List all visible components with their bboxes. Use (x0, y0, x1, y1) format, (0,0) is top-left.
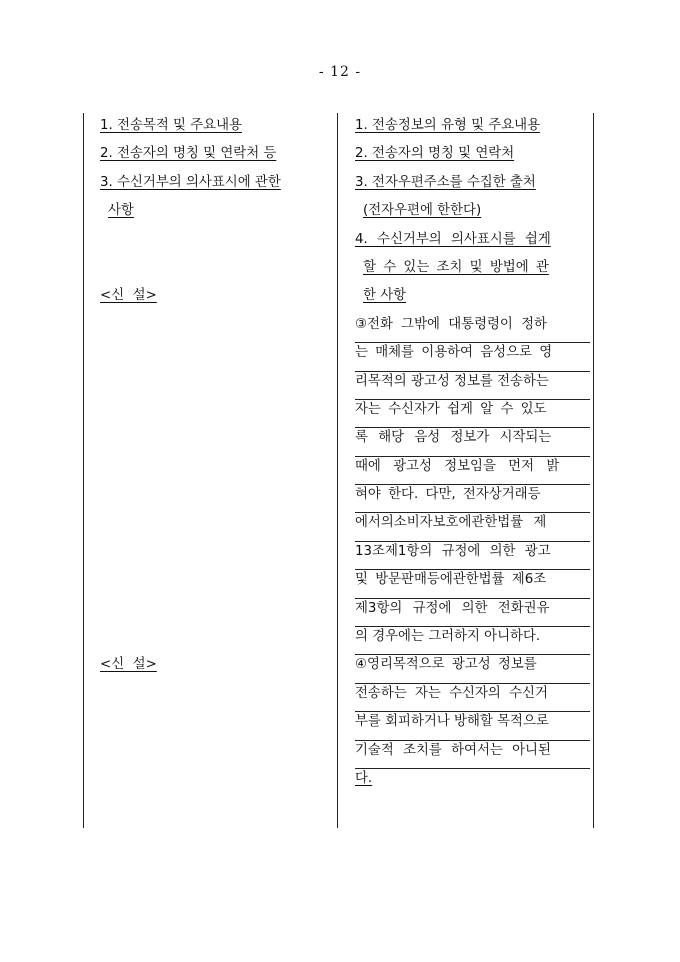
new-provision-label-1: <신 설> (100, 288, 157, 304)
para3-line-4: 자는 수신자가 쉽게 알 수 있도 (355, 400, 590, 428)
right-item-4-cont: 할 수 있는 조치 및 방법에 관 (363, 259, 549, 275)
right-column (355, 116, 590, 797)
page-number: - 12 - (318, 64, 362, 80)
para3-line-7: 혀야 한다. 다만, 전자상거래등 (355, 485, 590, 513)
new-provision-label-2: <신 설> (100, 657, 157, 673)
right-item-3: 3. 전자우편주소를 수집한 출처 (355, 174, 536, 190)
para3-line-11: 제3항의 규정에 의한 전화권유 (355, 599, 590, 627)
para3-line-6: 때에 광고성 정보임을 먼저 밝 (355, 457, 590, 485)
left-item-2: 2. 전송자의 명칭 및 연락처 등 (100, 146, 277, 162)
para4-line-1: ④영리목적으로 광고성 정보를 (355, 655, 590, 683)
para3-line-8: 에서의소비자보호에관한법률 제 (355, 513, 590, 541)
left-item-3: 3. 수신거부의 의사표시에 관한 (100, 174, 281, 190)
para3-line-2: 는 매체를 이용하여 음성으로 영 (355, 343, 590, 371)
para4-line-5: 다. (355, 770, 373, 786)
para3-line-3: 리목적의 광고성 정보를 전송하는 (355, 372, 590, 400)
right-item-2: 2. 전송자의 명칭 및 연락처 (355, 146, 515, 162)
right-border (593, 113, 594, 828)
column-divider (337, 113, 338, 828)
right-item-1: 1. 전송정보의 유형 및 주요내용 (355, 118, 541, 133)
right-item-4-end: 한 사항 (363, 288, 407, 304)
para3-line-5: 록 해당 음성 정보가 시작되는 (355, 428, 590, 456)
left-border (83, 113, 84, 828)
right-item-3-cont: (전자우편에 한한다) (363, 203, 482, 219)
para4-line-4: 기술적 조치를 하여서는 아니된 (355, 741, 590, 769)
para3-line-1: ③전화 그밖에 대통령령이 정하 (355, 315, 590, 343)
para3-line-10: 및 방문판매등에관한법률 제6조 (355, 570, 590, 598)
right-item-4: 4. 수신거부의 의사표시를 쉽게 (355, 231, 551, 247)
left-column (100, 116, 330, 684)
left-item-1: 1. 전송목적 및 주요내용 (100, 118, 242, 133)
para4-line-3: 부를 회피하거나 방해할 목적으로 (355, 712, 590, 740)
para4-line-2: 전송하는 자는 수신자의 수신거 (355, 684, 590, 712)
para3-line-9: 13조제1항의 규정에 의한 광고 (355, 542, 590, 570)
left-item-3-cont: 사항 (108, 203, 134, 219)
para3-line-12: 의 경우에는 그러하지 아니하다. (355, 627, 590, 655)
